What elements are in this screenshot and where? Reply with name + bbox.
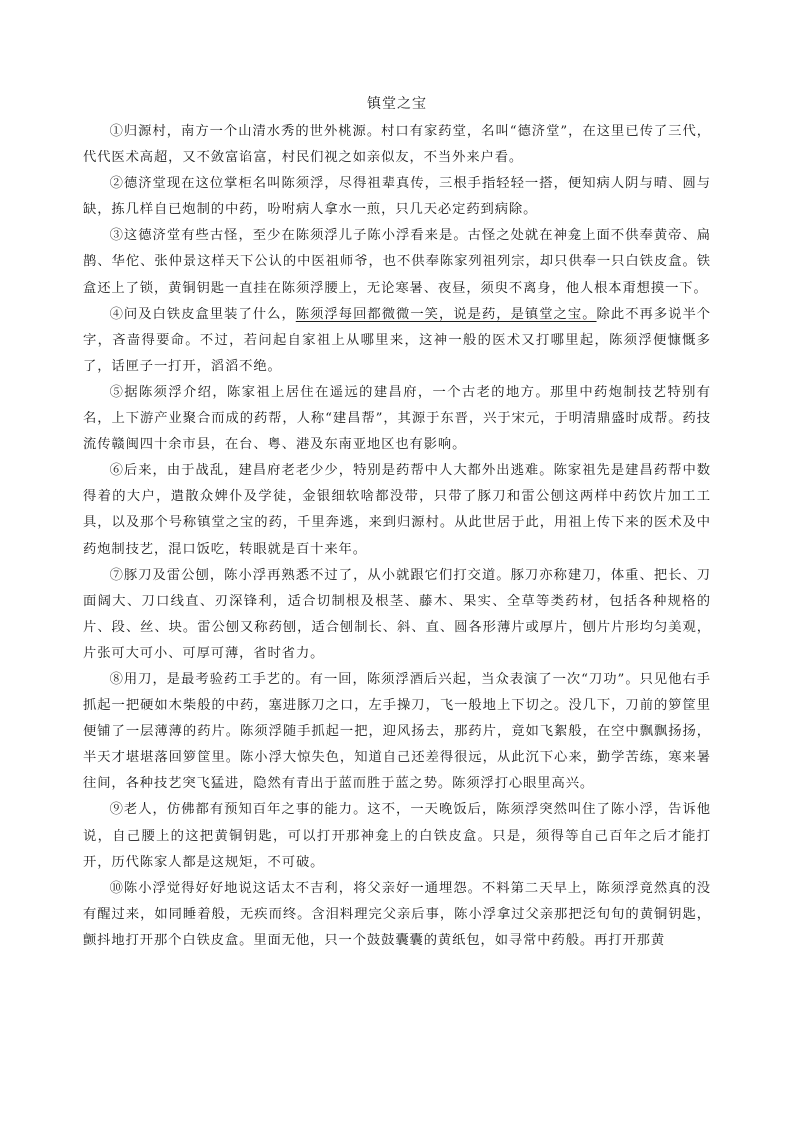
document-title: 镇堂之宝 (367, 96, 427, 112)
paragraph-7: ⑦豚刀及雷公刨，陈小浮再熟悉不过了，从小就跟它们打交道。豚刀亦称建刀，体重、把长、刀面阔大、刀口线直、刃深锋利，适合切制根及根茎、藤木、果实、全草等类药材，包括各种规格的片、段、丝、块。雷公刨又称药刨，适合刨制长、斜、直、圆各形薄片或厚片，刨片片形均匀美观，片张可大可小、可厚可薄，省时省力。 (83, 567, 711, 661)
paragraph-8: ⑧用刀，是最考验药工手艺的。有一回，陈须浮酒后兴起，当众表演了一次“刀功”。只见他右手抓起一把硬如木柴般的中药，塞进豚刀之口，左手操刀，飞一般地上下切之。没几下，刀前的箩筐里便铺了一层薄薄的药片。陈须浮随手抓起一把，迎风扬去，那药片，竟如飞絮般，在空中飘飘扬扬，半天才堪堪落回箩筐里。陈小浮大惊失色，知道自己还差得很远，从此沉下心来，勤学苦练，寒来暑往间，各种技艺突飞猛进，隐然有青出于蓝而胜于蓝之势。陈须浮打心眼里高兴。 (83, 671, 711, 792)
paragraph-4 (83, 302, 711, 380)
paragraph-2: ②德济堂现在这位掌柜名叫陈须浮，尽得祖辈真传，三根手指轻轻一搭，便知病人阴与晴、圆与缺，拣几样自已炮制的中药，吩咐病人拿水一煎，只几天必定药到病除。 (83, 176, 711, 218)
paragraph-6: ⑥后来，由于战乱，建昌府老老少少，特别是药帮中人大都外出逃难。陈家祖先是建昌药帮中数得着的大户，遣散众婢仆及学徒，金银细软啥都没带，只带了豚刀和雷公刨这两样中药饮片加工工具，以及那个号称镇堂之宝的药，千里奔逃，来到归源村。从此世居于此，用祖上传下来的医术及中药炮制技艺，混口饭吃，转眼就是百十来年。 (83, 463, 711, 557)
paragraph-4-lead: ④问及白铁皮盒里装了什么， (109, 306, 296, 322)
paragraph-4-rest: 除此不再多说半个字，吝啬得要命。不过，若问起自家祖上从哪里来，这神一般的医术又打哪里起，陈须浮便慷慨多了，话匣子一打开，滔滔不绝。 (83, 306, 711, 374)
paragraph-3: ③这德济堂有些古怪，至少在陈须浮儿子陈小浮看来是。古怪之处就在神龛上面不供奉黄帝、扁鹊、华佗、张仲景这样天下公认的中医祖师爷，也不供奉陈家列祖列宗，却只供奉一只白铁皮盒。铁盒还上了锁，黄铜钥匙一直挂在陈须浮腰上，无论寒暑、夜昼，须臾不离身，他人根本甭想摸一下。 (83, 228, 711, 296)
paragraph-1: ①归源村，南方一个山清水秀的世外桃源。村口有家药堂，名叫“德济堂”，在这里已传了三代，代代医术高超，又不敛富谄富，村民们视之如亲似友，不当外来户看。 (83, 124, 711, 166)
paragraph-9: ⑨老人，仿佛都有预知百年之事的能力。这不，一天晚饭后，陈须浮突然叫住了陈小浮，告诉他说，自己腰上的这把黄铜钥匙，可以打开那神龛上的白铁皮盒。只是，须得等自己百年之后才能打开，历代陈家人都是这规矩，不可破。 (83, 802, 711, 870)
article-body (83, 119, 711, 954)
paragraph-10: ⑩陈小浮觉得好好地说这话太不吉利，将父亲好一通埋怨。不料第二天早上，陈须浮竟然真的没有醒过来，如同睡着般，无疾而终。含泪料理完父亲后事，陈小浮拿过父亲那把泛旬旬的黄铜钥匙，颤抖地打开那个白铁皮盒。里面无他，只一个鼓鼓囊囊的黄纸包，如寻常中药般。再打开那黄 (83, 880, 711, 948)
underlined-sentence: 陈须浮每回都微微一笑，说是药，是镇堂之宝。 (295, 306, 597, 322)
paragraph-5: ⑤据陈须浮介绍，陈家祖上居住在遥远的建昌府，一个古老的地方。那里中药炮制技艺特别有名，上下游产业聚合而成的药帮，人称“建昌帮”，其源于东晋，兴于宋元，于明清鼎盛时成帮。药技流传赣闽四十余市县，在台、粤、港及东南亚地区也有影响。 (83, 384, 711, 453)
